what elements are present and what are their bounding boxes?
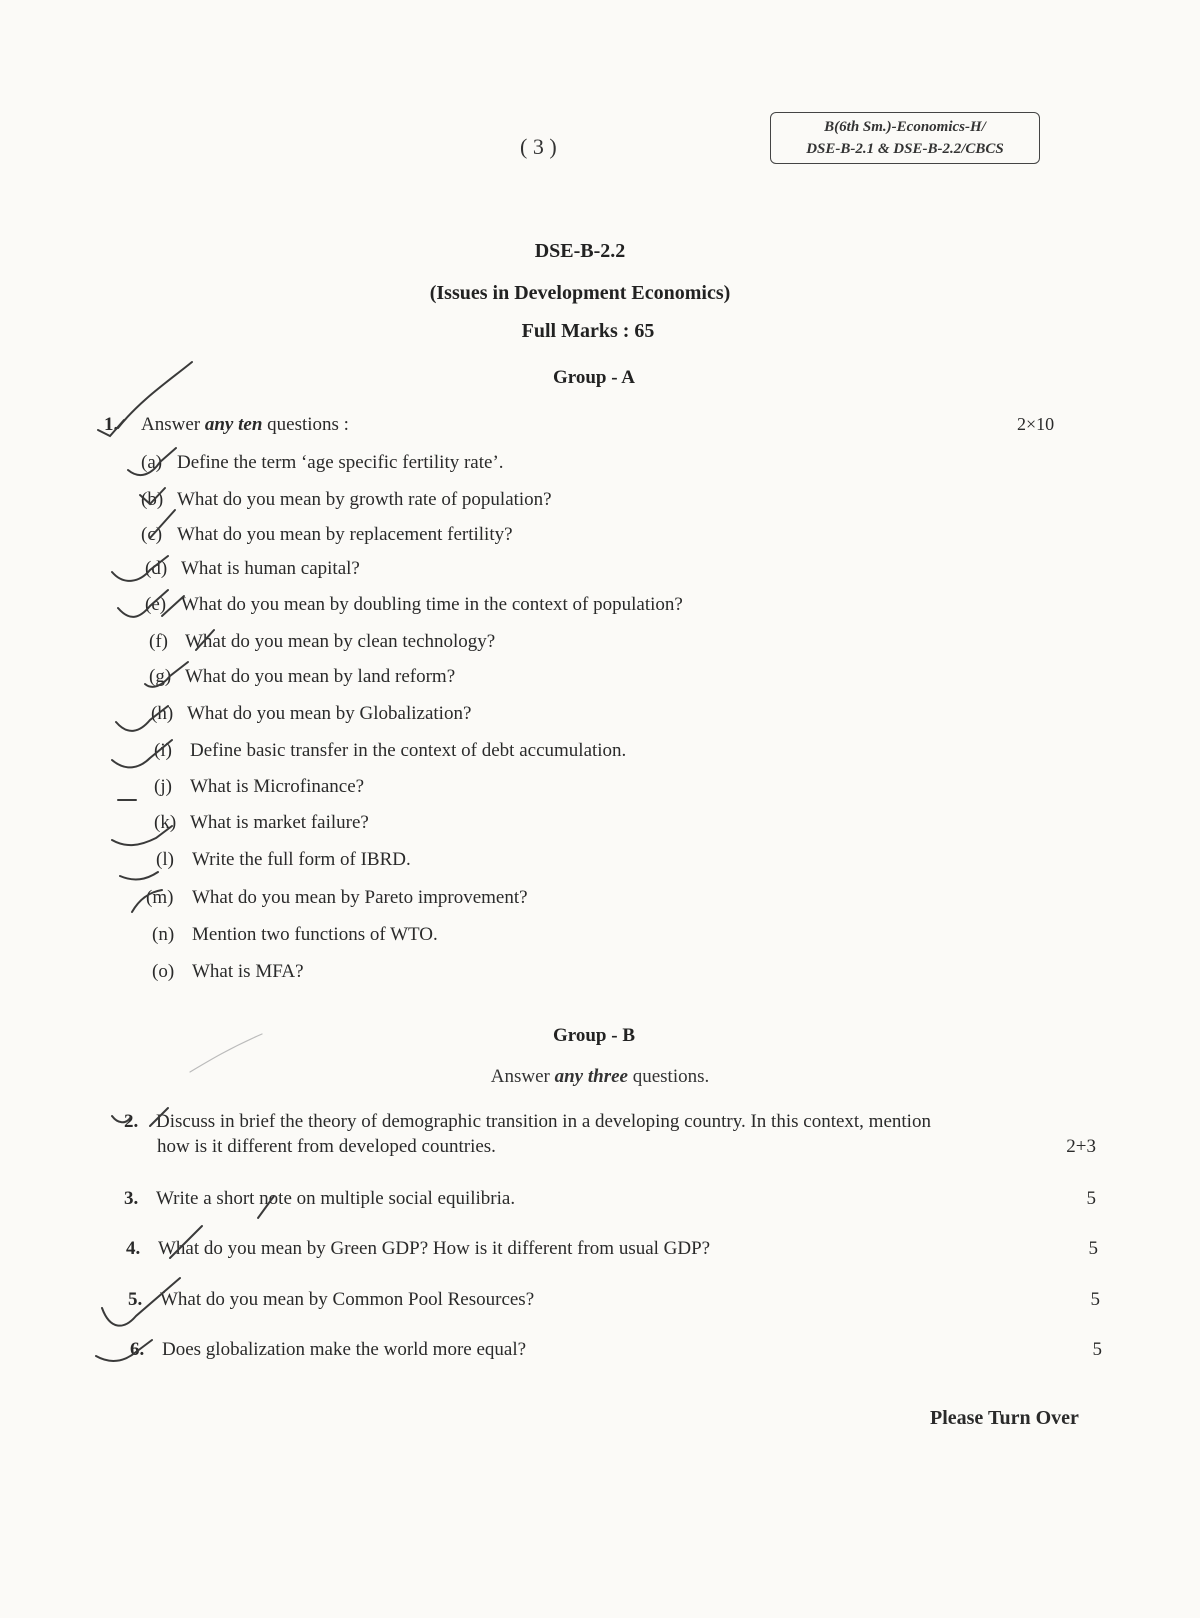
question-number: 3. (124, 1188, 139, 1209)
item-label: (d) (145, 558, 168, 579)
item-label: (a) (141, 452, 163, 473)
item-text: What do you mean by clean technology? (185, 631, 496, 652)
item-label: (k) (154, 812, 177, 833)
question-4-marks: 5 (1088, 1238, 1098, 1259)
item-text: Define the term ‘age specific fertility rate’. (177, 452, 504, 473)
question-6-marks: 5 (1092, 1339, 1102, 1360)
item-label: (e) (145, 594, 167, 615)
item-label: (m) (146, 887, 174, 908)
question-number: 5. (128, 1289, 143, 1310)
paper-code: DSE-B-2.2 (534, 240, 626, 262)
item-text: What do you mean by Pareto improvement? (192, 887, 528, 908)
list-item (151, 703, 471, 725)
question-text: Write a short note on multiple social equilibria. (156, 1188, 516, 1209)
full-marks: Full Marks : 65 (521, 320, 655, 342)
question-text: Does globalization make the world more equal? (162, 1339, 527, 1360)
paper-code-box (770, 112, 1040, 164)
item-label: (l) (156, 849, 174, 870)
question-1-number: 1. (104, 414, 119, 435)
question-2-marks: 2+3 (1066, 1136, 1096, 1157)
question-6 (130, 1339, 526, 1361)
item-text: What do you mean by growth rate of population? (177, 489, 552, 510)
item-label: (i) (154, 740, 172, 761)
code-line-1: B(6th Sm.)-Economics-H/ (824, 119, 986, 135)
question-2 (124, 1111, 1104, 1133)
instruction-pre: Answer (490, 1066, 550, 1087)
list-item (141, 489, 552, 511)
list-item (141, 452, 504, 474)
question-1-instruction (141, 414, 349, 436)
item-label: (o) (152, 961, 175, 982)
please-turn-over: Please Turn Over (930, 1407, 1079, 1429)
group-a-marks: 2×10 (1017, 414, 1055, 434)
list-item (152, 924, 438, 946)
list-item (149, 631, 495, 653)
item-text: What do you mean by Globalization? (187, 703, 472, 724)
instruction-post: questions : (267, 414, 349, 435)
question-5 (128, 1289, 534, 1311)
paper-title: (Issues in Development Economics) (429, 282, 731, 304)
item-text: What do you mean by doubling time in the context of population? (181, 594, 683, 615)
question-2-line-2: how is it different from developed countries. (157, 1136, 496, 1157)
list-item (154, 776, 364, 798)
group-b-instruction (0, 1066, 1200, 1088)
pen-tick (120, 872, 158, 879)
item-label: (j) (154, 776, 172, 797)
item-label: (g) (149, 666, 172, 687)
item-text: What is human capital? (181, 558, 360, 579)
question-text: What do you mean by Green GDP? How is it different from usual GDP? (158, 1238, 711, 1259)
group-a-heading: Group - A (552, 367, 635, 388)
item-text: What do you mean by land reform? (185, 666, 456, 687)
question-3-marks: 5 (1086, 1188, 1096, 1209)
item-text: What do you mean by replacement fertility? (177, 524, 513, 545)
item-text: Write the full form of IBRD. (192, 849, 411, 870)
list-item (154, 740, 626, 762)
instruction-pre: Answer (141, 414, 201, 435)
list-item (149, 666, 455, 688)
item-label: (f) (149, 631, 168, 652)
list-item (146, 887, 528, 909)
page-number: ( 3 ) (520, 134, 557, 159)
instruction-emphasis: any three (554, 1066, 628, 1087)
item-text: Mention two functions of WTO. (192, 924, 438, 945)
item-label: (b) (141, 489, 164, 510)
list-item (141, 524, 513, 546)
item-text: What is market failure? (190, 812, 369, 833)
list-item (152, 961, 304, 983)
list-item (145, 594, 683, 616)
question-number: 6. (130, 1339, 145, 1360)
item-label: (n) (152, 924, 175, 945)
question-number: 2. (124, 1111, 139, 1132)
instruction-post: questions. (632, 1066, 710, 1087)
question-4 (126, 1238, 710, 1260)
list-item (154, 812, 369, 834)
question-number: 4. (126, 1238, 141, 1259)
item-label: (h) (151, 703, 174, 724)
code-line-2: DSE-B-2.1 & DSE-B-2.2/CBCS (806, 141, 1004, 157)
instruction-emphasis: any ten (204, 414, 263, 435)
question-text-line-1: Discuss in brief the theory of demographic transition in a developing country. In this context, mention (156, 1111, 931, 1132)
item-text: What is Microfinance? (190, 776, 365, 797)
question-text: What do you mean by Common Pool Resources? (160, 1289, 535, 1310)
item-label: (c) (141, 524, 163, 545)
item-text: Define basic transfer in the context of debt accumulation. (190, 740, 627, 761)
group-b-heading: Group - B (552, 1025, 635, 1046)
question-3 (124, 1188, 515, 1210)
list-item (145, 558, 360, 580)
question-5-marks: 5 (1090, 1289, 1100, 1310)
list-item (156, 849, 411, 871)
item-text: What is MFA? (192, 961, 304, 982)
